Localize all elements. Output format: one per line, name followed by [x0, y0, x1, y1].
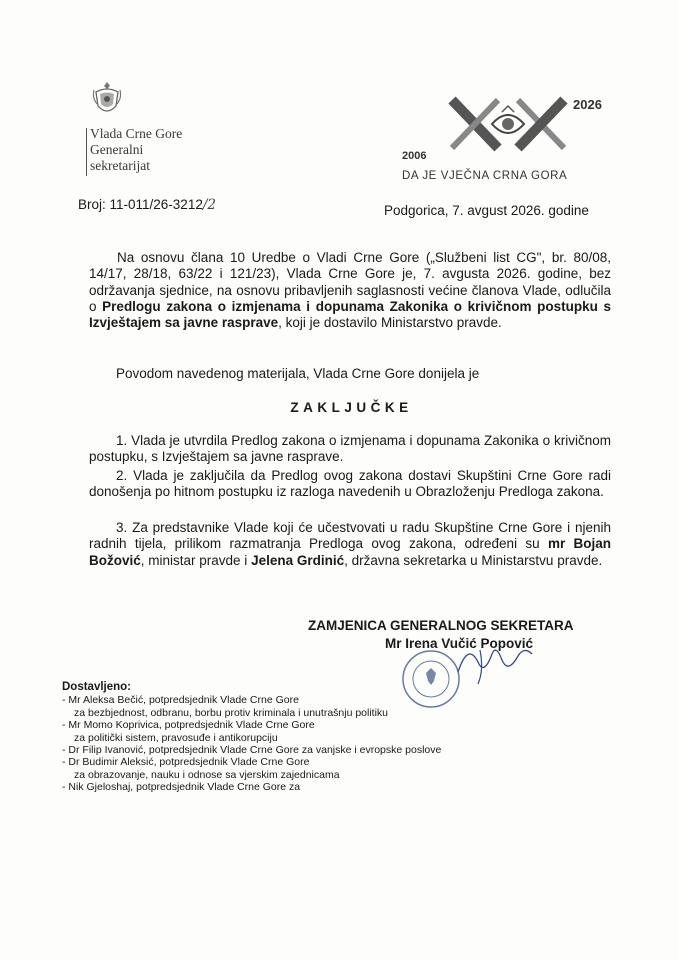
signatory-name: Mr Irena Vučić Popović: [385, 636, 534, 651]
intro-text-bold: Predlogu zakona o izmjenama i dopunama Zakonika o krivičnom postupku s Izvještajem sa javne rasprave: [89, 298, 611, 331]
intro-text-2: Povodom navedenog materijala, Vlada Crne Gore donijela je: [116, 366, 480, 381]
conclusion-2-text: 2. Vlada je zaključila da Predlog ovog zakona dostavi Skupštini Crne Gore radi donošenja po hitnom postupku iz razloga navedenih u Obrazloženju Predloga zakona.: [89, 468, 611, 500]
intro-paragraph: [89, 250, 611, 331]
list-item: - Dr Budimir Aleksić, potpredsjednik Vlade Crne Gore: [62, 756, 310, 769]
document-number-label: Broj: 11-011/26-3212: [78, 197, 203, 212]
header-divider: [86, 128, 87, 176]
logo-year-left: 2006: [402, 150, 427, 162]
intro-text-a: Na osnovu člana 10 Uredbe o Vladi Crne Gore („Službeni list CG", br. 80/08, 14/17, 28/18, 63/22 i 121/23), Vlada Crne Gore je, 7. avgusta 2026. godine, bez održavanja sjednice, na osnovu pribavljenih saglasnosti većine članova Vlade, odlučila o: [89, 250, 611, 314]
coat-of-arms-icon: [92, 80, 122, 120]
distribution-title: Dostavljeno:: [62, 681, 132, 693]
logo-year-right: 2026: [573, 97, 602, 112]
intro-paragraph-2: [89, 366, 611, 382]
org-line: sekretarijat: [90, 158, 150, 173]
logo-slogan: DA JE VJEČNA CRNA GORA: [402, 170, 568, 182]
distribution-list: [62, 681, 542, 794]
list-item: - Mr Momo Koprivica, potpredsjednik Vlade Crne Gore: [62, 719, 315, 732]
document-number: [78, 197, 216, 213]
place-date: Podgorica, 7. avgust 2026. godine: [384, 203, 589, 218]
org-line: Vlada Crne Gore: [90, 126, 183, 141]
conclusion-3: [89, 520, 611, 569]
list-item: - Mr Aleksa Bečić, potpredsjednik Vlade Crne Gore: [62, 694, 299, 707]
organization-name: [90, 126, 182, 174]
conclusion-1: [89, 433, 611, 466]
list-item: za obrazovanje, nauku i odnose sa vjerskim zajednicama: [74, 768, 340, 781]
signatory-title: ZAMJENICA GENERALNOG SEKRETARA: [308, 618, 574, 633]
section-heading: ZAKLJUČKE: [290, 400, 413, 415]
conclusion-3-text-a: 3. Za predstavnike Vlade koji će učestvovati u radu Skupštine Crne Gore i njenih radnih tijela, prilikom razmatranja Predloga ovog zakona, određeni su: [89, 520, 611, 552]
representative-name-2: Jelena Grdinić: [251, 552, 345, 568]
list-item: - Dr Filip Ivanović, potpredsjednik Vlade Crne Gore za vanjske i evropske poslove: [62, 744, 442, 757]
org-line: Generalni: [90, 142, 144, 157]
conclusion-1-text: 1. Vlada je utvrdila Predlog zakona o izmjenama i dopunama Zakonika o krivičnom postupku, s Izvještajem sa javne rasprave.: [89, 433, 611, 465]
handwritten-signature-icon: [450, 632, 540, 687]
list-item: - Nik Gjeloshaj, potpredsjednik Vlade Crne Gore za: [62, 781, 301, 794]
conclusion-3-text-c: , državna sekretarka u Ministarstvu pravde.: [344, 552, 603, 568]
intro-text-b: , koji je dostavilo Ministarstvo pravde.: [278, 315, 502, 331]
list-item: za politički sistem, pravosuđe i antikorupciju: [74, 731, 278, 744]
document-number-handwritten: /2: [202, 197, 216, 213]
conclusion-3-text-b: , ministar pravde i: [140, 552, 252, 568]
list-item: za bezbjednost, odbranu, borbu protiv kriminala i unutrašnju politiku: [74, 706, 389, 719]
representative-name-1: mr Bojan Božović: [89, 536, 611, 568]
conclusion-2: [89, 468, 611, 501]
